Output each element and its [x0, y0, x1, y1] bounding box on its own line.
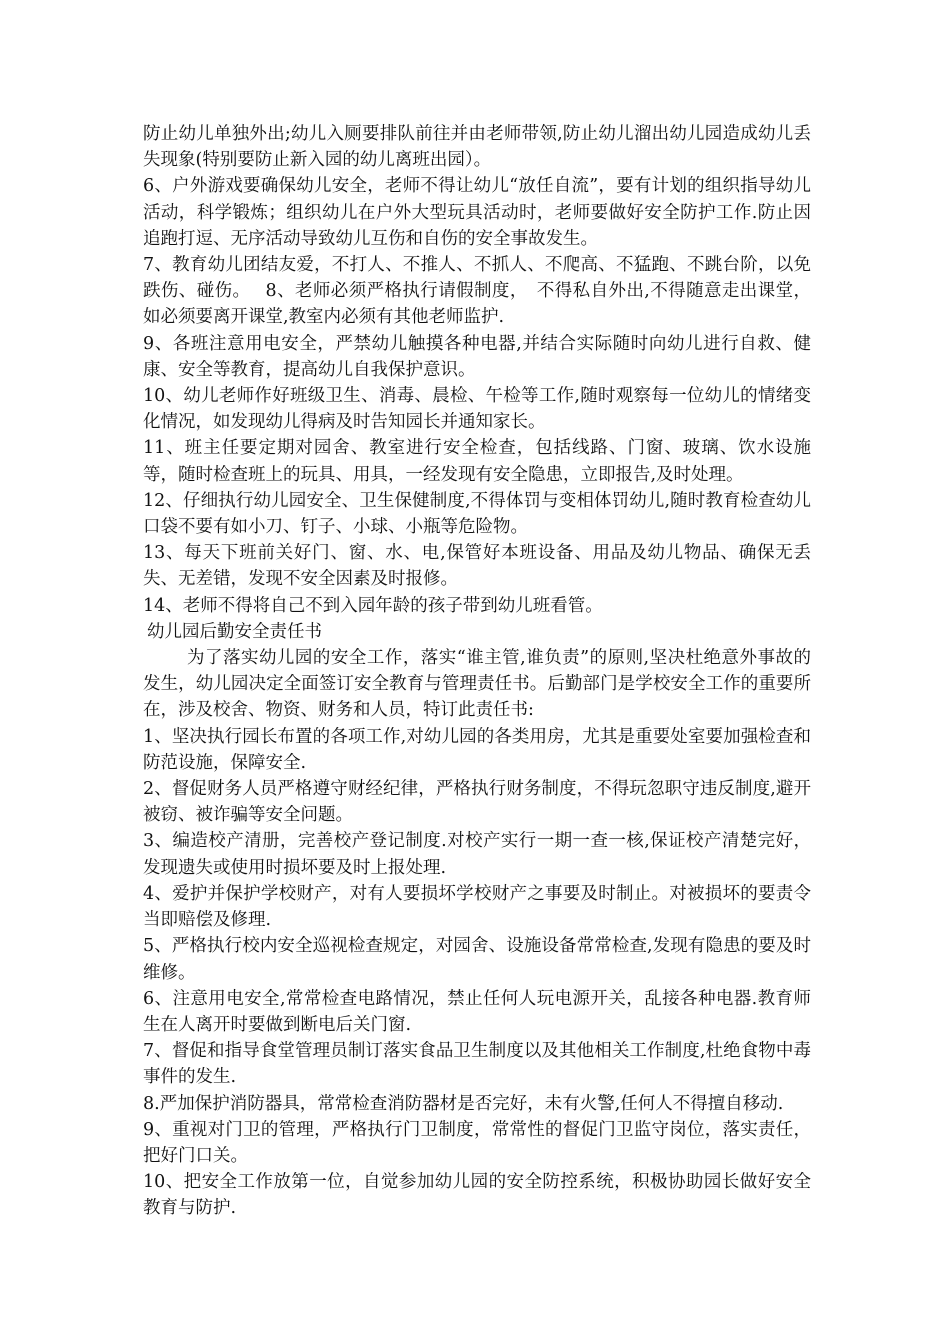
- paragraph: 11、班主任要定期对园舍、教室进行安全检查，包括线路、门窗、玻璃、饮水设施等，随时检查班上的玩具、用具，一经发现有安全隐患，立即报告,及时处理。: [143, 438, 811, 485]
- paragraph: 8.严加保护消防器具，常常检查消防器材是否完好，未有火警,任何人不得擅自移动.: [143, 1093, 784, 1114]
- paragraph: 6、注意用电安全,常常检查电路情况，禁止任何人玩电源开关，乱接各种电器.教育师生在人离开时要做到断电后关门窗.: [143, 988, 811, 1035]
- paragraph: 2、督促财务人员严格遵守财经纪律，严格执行财务制度，不得玩忽职守违反制度,避开被窃、被诈骗等安全问题。: [143, 779, 811, 826]
- intro-paragraph: 为了落实幼儿园的安全工作，落实“谁主管,谁负责”的原则,坚决杜绝意外事故的发生，幼儿园决定全面签订安全教育与管理责任书。后勤部门是学校安全工作的重要所在，涉及校舍、物资、财务和人员，特订此责任书:: [143, 648, 811, 721]
- section-title: 幼儿园后勤安全责任书: [147, 621, 322, 642]
- paragraph: 4、爱护并保护学校财产，对有人要损坏学校财产之事要及时制止。对被损坏的要责令当即赔偿及修理.: [143, 883, 811, 931]
- paragraph: 3、编造校产清册，完善校产登记制度.对校产实行一期一查一核,保证校产清楚完好，发现遗失或使用时损坏要及时上报处理.: [143, 831, 811, 878]
- paragraph: 7、教育幼儿团结友爱，不打人、不推人、不抓人、不爬高、不猛跑、不跳台阶，以免跌伤、碰伤。 8、老师必须严格执行请假制度， 不得私自外出,不得随意走出课堂，如必须要离开课堂,教室内必须有其他老师监护.: [143, 255, 811, 328]
- paragraph: 14、老师不得将自己不到入园年龄的孩子带到幼儿班看管。: [143, 595, 603, 616]
- paragraph: 10、把安全工作放第一位，自觉参加幼儿园的安全防控系统，积极协助园长做好安全教育与防护.: [143, 1172, 811, 1219]
- paragraph: 5、严格执行校内安全巡视检查规定，对园舍、设施设备常常检查,发现有隐患的要及时维修。: [143, 936, 811, 983]
- paragraph: 12、仔细执行幼儿园安全、卫生保健制度,不得体罚与变相体罚幼儿,随时教育检查幼儿口袋不要有如小刀、钉子、小球、小瓶等危险物。: [143, 490, 811, 538]
- paragraph: 1、坚决执行园长布置的各项工作,对幼儿园的各类用房，尤其是重要处室要加强检查和防范设施，保障安全.: [143, 726, 811, 773]
- paragraph: 10、幼儿老师作好班级卫生、消毒、晨检、午检等工作,随时观察每一位幼儿的情绪变化情况，如发现幼儿得病及时告知园长并通知家长。: [143, 386, 811, 433]
- paragraph: 9、重视对门卫的管理，严格执行门卫制度，常常性的督促门卫监守岗位，落实责任，把好门口关。: [143, 1119, 811, 1166]
- paragraph: 13、每天下班前关好门、窗、水、电,保管好本班设备、用品及幼儿物品、确保无丢失、无差错，发现不安全因素及时报修。: [143, 543, 811, 590]
- document-body: [143, 121, 811, 1222]
- paragraph: 9、各班注意用电安全，严禁幼儿触摸各种电器,并结合实际随时向幼儿进行自救、健康、安全等教育，提高幼儿自我保护意识。: [143, 333, 811, 380]
- paragraph: 防止幼儿单独外出;幼儿入厕要排队前往并由老师带领,防止幼儿溜出幼儿园造成幼儿丢失现象(特别要防止新入园的幼儿离班出园）。: [143, 124, 811, 171]
- paragraph: 7、督促和指导食堂管理员制订落实食品卫生制度以及其他相关工作制度,杜绝食物中毒事件的发生.: [143, 1041, 811, 1088]
- paragraph: 6、户外游戏要确保幼儿安全，老师不得让幼儿“放任自流”，要有计划的组织指导幼儿活动，科学锻炼；组织幼儿在户外大型玩具活动时，老师要做好安全防护工作.防止因追跑打逗、无序活动导致幼儿互伤和自伤的安全事故发生。: [143, 176, 811, 249]
